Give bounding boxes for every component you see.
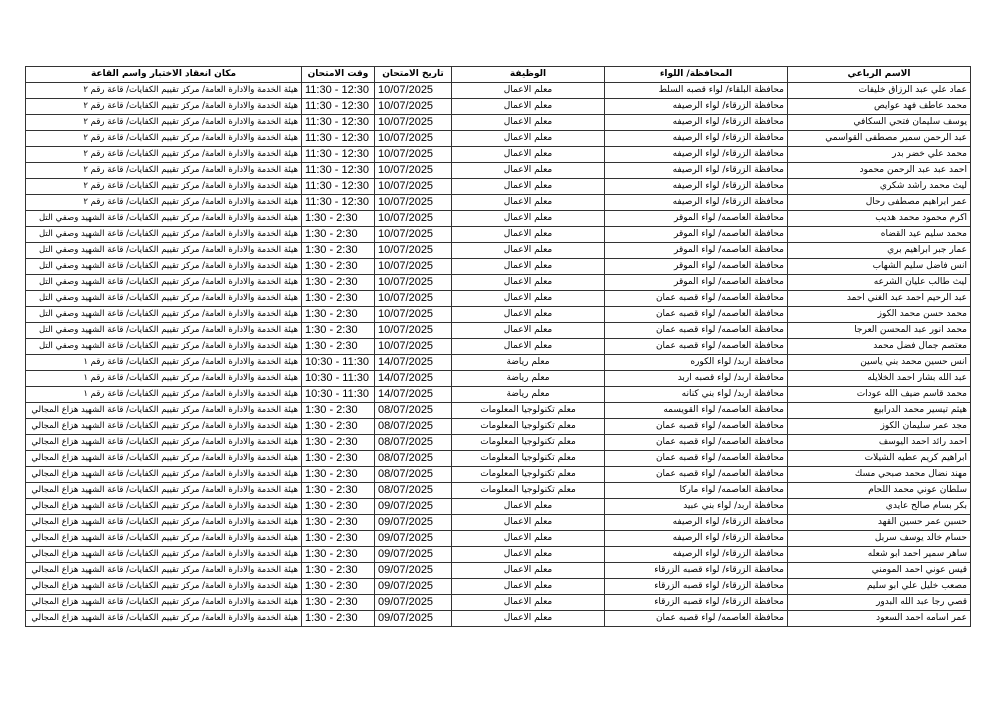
cell-governorate: محافظة العاصمه/ لواء ماركا: [605, 483, 788, 499]
cell-job: معلم الاعمال: [452, 179, 605, 195]
table-row: [26, 355, 971, 371]
cell-name: مجد عمر سليمان الكوز: [788, 419, 971, 435]
cell-governorate: محافظة الزرقاء/ لواء الرصيفه: [605, 99, 788, 115]
cell-exam-time: 1:30 - 2:30: [302, 323, 375, 339]
cell-exam-time: 10:30 - 11:30: [302, 355, 375, 371]
cell-job: معلم الاعمال: [452, 563, 605, 579]
cell-exam-time: 1:30 - 2:30: [302, 563, 375, 579]
cell-governorate: محافظة اربد/ لواء بني كنانه: [605, 387, 788, 403]
cell-exam-place: هيئة الخدمة والادارة العامة/ مركز تقييم الكفايات/ قاعة الشهيد وصفي التل: [26, 339, 302, 355]
table-body: [26, 83, 971, 627]
cell-exam-time: 1:30 - 2:30: [302, 451, 375, 467]
cell-exam-time: 11:30 - 12:30: [302, 163, 375, 179]
table-row: [26, 227, 971, 243]
table-row: [26, 323, 971, 339]
cell-exam-place: هيئة الخدمة والادارة العامة/ مركز تقييم الكفايات/ قاعة رقم ٢: [26, 163, 302, 179]
cell-exam-date: 09/07/2025: [375, 611, 452, 627]
cell-name: محمد انور عبد المحسن العرجا: [788, 323, 971, 339]
cell-exam-date: 10/07/2025: [375, 227, 452, 243]
cell-governorate: محافظة الزرقاء/ لواء قصبه الزرقاء: [605, 579, 788, 595]
cell-governorate: محافظة العاصمه/ لواء الموقر: [605, 227, 788, 243]
cell-name: عمار جبر ابراهيم بري: [788, 243, 971, 259]
cell-governorate: محافظة الزرقاء/ لواء الرصيفه: [605, 195, 788, 211]
cell-job: معلم الاعمال: [452, 595, 605, 611]
header-exam-place: مكان انعقاد الاختبار واسم القاعة: [26, 67, 302, 83]
cell-exam-place: هيئة الخدمة والادارة العامة/ مركز تقييم الكفايات/ قاعة الشهيد هزاع المجالي: [26, 403, 302, 419]
cell-governorate: محافظة العاصمه/ لواء قصبه عمان: [605, 419, 788, 435]
cell-governorate: محافظة العاصمه/ لواء الموقر: [605, 211, 788, 227]
table-row: [26, 163, 971, 179]
cell-exam-place: هيئة الخدمة والادارة العامة/ مركز تقييم الكفايات/ قاعة الشهيد وصفي التل: [26, 323, 302, 339]
table-row: [26, 483, 971, 499]
cell-name: محمد قاسم ضيف الله عودات: [788, 387, 971, 403]
cell-exam-time: 1:30 - 2:30: [302, 243, 375, 259]
table-row: [26, 131, 971, 147]
cell-job: معلم الاعمال: [452, 99, 605, 115]
cell-governorate: محافظة العاصمه/ لواء قصبه عمان: [605, 467, 788, 483]
table-row: [26, 99, 971, 115]
header-name: الاسم الرباعي: [788, 67, 971, 83]
cell-name: ساهر سمير احمد ابو شعله: [788, 547, 971, 563]
cell-name: ابراهيم كريم عطيه الشيلات: [788, 451, 971, 467]
cell-exam-date: 10/07/2025: [375, 339, 452, 355]
cell-name: محمد علي خضر بدر: [788, 147, 971, 163]
table-row: [26, 547, 971, 563]
cell-exam-place: هيئة الخدمة والادارة العامة/ مركز تقييم الكفايات/ قاعة رقم ١: [26, 371, 302, 387]
cell-job: معلم الاعمال: [452, 275, 605, 291]
cell-exam-date: 08/07/2025: [375, 483, 452, 499]
cell-exam-time: 10:30 - 11:30: [302, 371, 375, 387]
cell-exam-time: 1:30 - 2:30: [302, 531, 375, 547]
cell-exam-date: 09/07/2025: [375, 563, 452, 579]
cell-exam-time: 1:30 - 2:30: [302, 211, 375, 227]
cell-job: معلم تكنولوجيا المعلومات: [452, 419, 605, 435]
cell-exam-date: 10/07/2025: [375, 99, 452, 115]
table-row: [26, 275, 971, 291]
cell-exam-time: 1:30 - 2:30: [302, 339, 375, 355]
cell-exam-time: 1:30 - 2:30: [302, 611, 375, 627]
cell-governorate: محافظة العاصمه/ لواء قصبه عمان: [605, 611, 788, 627]
cell-job: معلم الاعمال: [452, 531, 605, 547]
cell-exam-time: 1:30 - 2:30: [302, 403, 375, 419]
cell-exam-place: هيئة الخدمة والادارة العامة/ مركز تقييم الكفايات/ قاعة رقم ١: [26, 355, 302, 371]
table-row: [26, 147, 971, 163]
cell-exam-date: 10/07/2025: [375, 243, 452, 259]
cell-job: معلم الاعمال: [452, 579, 605, 595]
cell-exam-date: 09/07/2025: [375, 515, 452, 531]
cell-job: معلم تكنولوجيا المعلومات: [452, 435, 605, 451]
cell-exam-place: هيئة الخدمة والادارة العامة/ مركز تقييم الكفايات/ قاعة الشهيد هزاع المجالي: [26, 467, 302, 483]
cell-exam-place: هيئة الخدمة والادارة العامة/ مركز تقييم الكفايات/ قاعة الشهيد هزاع المجالي: [26, 579, 302, 595]
table-row: [26, 595, 971, 611]
cell-exam-date: 10/07/2025: [375, 131, 452, 147]
cell-governorate: محافظة العاصمه/ لواء الموقر: [605, 275, 788, 291]
cell-exam-time: 1:30 - 2:30: [302, 483, 375, 499]
cell-governorate: محافظة اربد/ لواء بني عبيد: [605, 499, 788, 515]
cell-exam-date: 08/07/2025: [375, 419, 452, 435]
cell-exam-place: هيئة الخدمة والادارة العامة/ مركز تقييم الكفايات/ قاعة الشهيد وصفي التل: [26, 307, 302, 323]
cell-name: اكرم محمود محمد هديب: [788, 211, 971, 227]
cell-exam-date: 08/07/2025: [375, 467, 452, 483]
exam-schedule-sheet: [25, 66, 970, 627]
table-row: [26, 195, 971, 211]
cell-exam-date: 14/07/2025: [375, 371, 452, 387]
cell-exam-place: هيئة الخدمة والادارة العامة/ مركز تقييم الكفايات/ قاعة رقم ٢: [26, 195, 302, 211]
cell-exam-place: هيئة الخدمة والادارة العامة/ مركز تقييم الكفايات/ قاعة الشهيد وصفي التل: [26, 227, 302, 243]
table-row: [26, 403, 971, 419]
cell-exam-place: هيئة الخدمة والادارة العامة/ مركز تقييم الكفايات/ قاعة رقم ٢: [26, 99, 302, 115]
cell-exam-time: 11:30 - 12:30: [302, 147, 375, 163]
cell-name: عمر اسامه احمد السعود: [788, 611, 971, 627]
cell-job: معلم الاعمال: [452, 227, 605, 243]
cell-name: هيثم تيسير محمد الدرابيع: [788, 403, 971, 419]
cell-exam-time: 11:30 - 12:30: [302, 99, 375, 115]
cell-exam-place: هيئة الخدمة والادارة العامة/ مركز تقييم الكفايات/ قاعة الشهيد وصفي التل: [26, 259, 302, 275]
table-row: [26, 211, 971, 227]
cell-governorate: محافظة الزرقاء/ لواء الرصيفه: [605, 115, 788, 131]
cell-exam-time: 1:30 - 2:30: [302, 515, 375, 531]
cell-governorate: محافظة العاصمه/ لواء قصبه عمان: [605, 291, 788, 307]
cell-exam-date: 09/07/2025: [375, 547, 452, 563]
header-row: [26, 67, 971, 83]
cell-exam-time: 11:30 - 12:30: [302, 83, 375, 99]
cell-name: عبد الرحمن سمير مصطفى القواسمي: [788, 131, 971, 147]
table-row: [26, 259, 971, 275]
cell-exam-place: هيئة الخدمة والادارة العامة/ مركز تقييم الكفايات/ قاعة الشهيد هزاع المجالي: [26, 611, 302, 627]
cell-governorate: محافظة البلقاء/ لواء قصبه السلط: [605, 83, 788, 99]
cell-name: حسام خالد يوسف سربل: [788, 531, 971, 547]
cell-exam-date: 09/07/2025: [375, 579, 452, 595]
cell-exam-time: 1:30 - 2:30: [302, 499, 375, 515]
cell-name: محمد سليم عيد القضاه: [788, 227, 971, 243]
cell-governorate: محافظة الزرقاء/ لواء قصبه الزرقاء: [605, 563, 788, 579]
cell-job: معلم الاعمال: [452, 611, 605, 627]
cell-name: حسين عمر حسين القهد: [788, 515, 971, 531]
cell-job: معلم الاعمال: [452, 547, 605, 563]
cell-exam-place: هيئة الخدمة والادارة العامة/ مركز تقييم الكفايات/ قاعة رقم ٢: [26, 115, 302, 131]
cell-name: قيس عوني احمد المومني: [788, 563, 971, 579]
cell-exam-date: 10/07/2025: [375, 147, 452, 163]
cell-exam-time: 1:30 - 2:30: [302, 291, 375, 307]
cell-exam-place: هيئة الخدمة والادارة العامة/ مركز تقييم الكفايات/ قاعة الشهيد هزاع المجالي: [26, 435, 302, 451]
cell-name: ليث محمد راشد شكري: [788, 179, 971, 195]
cell-name: مهند نضال محمد صبحي مسك: [788, 467, 971, 483]
cell-exam-time: 11:30 - 12:30: [302, 131, 375, 147]
cell-governorate: محافظة الزرقاء/ لواء الرصيفه: [605, 131, 788, 147]
cell-name: انس فاضل سليم الشهاب: [788, 259, 971, 275]
cell-governorate: محافظة الزرقاء/ لواء قصبه الزرقاء: [605, 595, 788, 611]
cell-name: عماد علي عبد الرزاق خليفات: [788, 83, 971, 99]
cell-name: سلطان عوني محمد اللحام: [788, 483, 971, 499]
cell-exam-place: هيئة الخدمة والادارة العامة/ مركز تقييم الكفايات/ قاعة رقم ١: [26, 387, 302, 403]
table-row: [26, 83, 971, 99]
cell-exam-date: 10/07/2025: [375, 179, 452, 195]
cell-exam-date: 10/07/2025: [375, 195, 452, 211]
cell-governorate: محافظة العاصمه/ لواء قصبه عمان: [605, 323, 788, 339]
cell-governorate: محافظة العاصمه/ لواء قصبه عمان: [605, 339, 788, 355]
cell-exam-time: 1:30 - 2:30: [302, 307, 375, 323]
table-row: [26, 467, 971, 483]
cell-exam-date: 10/07/2025: [375, 259, 452, 275]
table-row: [26, 611, 971, 627]
cell-exam-time: 1:30 - 2:30: [302, 227, 375, 243]
cell-exam-date: 10/07/2025: [375, 115, 452, 131]
cell-job: معلم رياضة: [452, 371, 605, 387]
cell-job: معلم الاعمال: [452, 307, 605, 323]
cell-exam-time: 1:30 - 2:30: [302, 259, 375, 275]
table-row: [26, 435, 971, 451]
cell-exam-place: هيئة الخدمة والادارة العامة/ مركز تقييم الكفايات/ قاعة الشهيد هزاع المجالي: [26, 563, 302, 579]
cell-name: قصي رجا عبد الله البدور: [788, 595, 971, 611]
cell-job: معلم الاعمال: [452, 131, 605, 147]
cell-exam-date: 08/07/2025: [375, 435, 452, 451]
cell-exam-place: هيئة الخدمة والادارة العامة/ مركز تقييم الكفايات/ قاعة الشهيد وصفي التل: [26, 211, 302, 227]
cell-job: معلم تكنولوجيا المعلومات: [452, 467, 605, 483]
cell-job: معلم الاعمال: [452, 291, 605, 307]
cell-governorate: محافظة العاصمه/ لواء قصبه عمان: [605, 435, 788, 451]
cell-name: احمد عبد عبد الرحمن محمود: [788, 163, 971, 179]
cell-exam-time: 1:30 - 2:30: [302, 419, 375, 435]
cell-governorate: محافظة الزرقاء/ لواء الرصيفه: [605, 531, 788, 547]
table-row: [26, 339, 971, 355]
cell-job: معلم تكنولوجيا المعلومات: [452, 403, 605, 419]
cell-exam-date: 10/07/2025: [375, 211, 452, 227]
cell-exam-place: هيئة الخدمة والادارة العامة/ مركز تقييم الكفايات/ قاعة الشهيد وصفي التل: [26, 291, 302, 307]
cell-governorate: محافظة العاصمه/ لواء الموقر: [605, 259, 788, 275]
cell-exam-date: 10/07/2025: [375, 275, 452, 291]
cell-name: مصعب خليل علي ابو سليم: [788, 579, 971, 595]
cell-governorate: محافظة العاصمه/ لواء الموقر: [605, 243, 788, 259]
cell-exam-place: هيئة الخدمة والادارة العامة/ مركز تقييم الكفايات/ قاعة الشهيد هزاع المجالي: [26, 595, 302, 611]
cell-governorate: محافظة اربد/ لواء قصبه اربد: [605, 371, 788, 387]
cell-job: معلم الاعمال: [452, 339, 605, 355]
cell-job: معلم الاعمال: [452, 83, 605, 99]
cell-governorate: محافظة العاصمه/ لواء قصبه عمان: [605, 451, 788, 467]
cell-job: معلم الاعمال: [452, 323, 605, 339]
table-row: [26, 387, 971, 403]
cell-job: معلم تكنولوجيا المعلومات: [452, 483, 605, 499]
header-exam-time: وقت الامتحان: [302, 67, 375, 83]
cell-exam-place: هيئة الخدمة والادارة العامة/ مركز تقييم الكفايات/ قاعة الشهيد هزاع المجالي: [26, 419, 302, 435]
cell-exam-place: هيئة الخدمة والادارة العامة/ مركز تقييم الكفايات/ قاعة رقم ٢: [26, 147, 302, 163]
cell-name: معتصم جمال فضل محمد: [788, 339, 971, 355]
cell-governorate: محافظة الزرقاء/ لواء الرصيفه: [605, 515, 788, 531]
cell-exam-time: 11:30 - 12:30: [302, 115, 375, 131]
cell-exam-date: 09/07/2025: [375, 531, 452, 547]
cell-exam-place: هيئة الخدمة والادارة العامة/ مركز تقييم الكفايات/ قاعة رقم ٢: [26, 131, 302, 147]
cell-exam-date: 09/07/2025: [375, 499, 452, 515]
exam-schedule-table: [25, 66, 971, 627]
table-row: [26, 419, 971, 435]
table-row: [26, 563, 971, 579]
cell-job: معلم الاعمال: [452, 147, 605, 163]
cell-job: معلم الاعمال: [452, 259, 605, 275]
cell-governorate: محافظة العاصمه/ لواء القويسمه: [605, 403, 788, 419]
cell-job: معلم الاعمال: [452, 243, 605, 259]
cell-name: انس حسين محمد بني ياسين: [788, 355, 971, 371]
cell-exam-date: 08/07/2025: [375, 451, 452, 467]
cell-job: معلم الاعمال: [452, 115, 605, 131]
cell-exam-place: هيئة الخدمة والادارة العامة/ مركز تقييم الكفايات/ قاعة الشهيد وصفي التل: [26, 275, 302, 291]
cell-governorate: محافظة الزرقاء/ لواء الرصيفه: [605, 179, 788, 195]
cell-governorate: محافظة الزرقاء/ لواء الرصيفه: [605, 147, 788, 163]
cell-exam-date: 10/07/2025: [375, 163, 452, 179]
cell-exam-place: هيئة الخدمة والادارة العامة/ مركز تقييم الكفايات/ قاعة الشهيد هزاع المجالي: [26, 531, 302, 547]
table-row: [26, 243, 971, 259]
cell-name: بكر بسام صالح عايدي: [788, 499, 971, 515]
table-row: [26, 515, 971, 531]
cell-exam-date: 14/07/2025: [375, 387, 452, 403]
cell-name: محمد حسن محمد الكوز: [788, 307, 971, 323]
table-row: [26, 579, 971, 595]
header-governorate: المحافظة/ اللواء: [605, 67, 788, 83]
cell-job: معلم الاعمال: [452, 499, 605, 515]
cell-exam-time: 11:30 - 12:30: [302, 179, 375, 195]
cell-exam-date: 10/07/2025: [375, 83, 452, 99]
cell-exam-date: 08/07/2025: [375, 403, 452, 419]
table-row: [26, 499, 971, 515]
cell-governorate: محافظة الزرقاء/ لواء الرصيفه: [605, 163, 788, 179]
cell-job: معلم الاعمال: [452, 211, 605, 227]
cell-governorate: محافظة الزرقاء/ لواء الرصيفه: [605, 547, 788, 563]
cell-job: معلم رياضة: [452, 355, 605, 371]
table-row: [26, 531, 971, 547]
cell-name: ليث طالب عليان الشرعه: [788, 275, 971, 291]
cell-exam-time: 1:30 - 2:30: [302, 275, 375, 291]
cell-job: معلم تكنولوجيا المعلومات: [452, 451, 605, 467]
cell-exam-place: هيئة الخدمة والادارة العامة/ مركز تقييم الكفايات/ قاعة رقم ٢: [26, 83, 302, 99]
cell-exam-place: هيئة الخدمة والادارة العامة/ مركز تقييم الكفايات/ قاعة الشهيد هزاع المجالي: [26, 483, 302, 499]
cell-exam-time: 1:30 - 2:30: [302, 435, 375, 451]
cell-name: عبد الرحيم احمد عبد الغني احمد: [788, 291, 971, 307]
cell-job: معلم الاعمال: [452, 163, 605, 179]
cell-governorate: محافظة العاصمه/ لواء قصبه عمان: [605, 307, 788, 323]
table-row: [26, 371, 971, 387]
header-job: الوظيفة: [452, 67, 605, 83]
cell-exam-place: هيئة الخدمة والادارة العامة/ مركز تقييم الكفايات/ قاعة رقم ٢: [26, 179, 302, 195]
cell-name: محمد عاطف فهد عوايص: [788, 99, 971, 115]
cell-exam-time: 11:30 - 12:30: [302, 195, 375, 211]
cell-exam-date: 09/07/2025: [375, 595, 452, 611]
table-row: [26, 179, 971, 195]
cell-job: معلم الاعمال: [452, 195, 605, 211]
cell-governorate: محافظة اربد/ لواء الكوره: [605, 355, 788, 371]
cell-exam-place: هيئة الخدمة والادارة العامة/ مركز تقييم الكفايات/ قاعة الشهيد هزاع المجالي: [26, 499, 302, 515]
cell-name: يوسف سليمان فتحي السكافي: [788, 115, 971, 131]
cell-exam-time: 1:30 - 2:30: [302, 595, 375, 611]
cell-exam-place: هيئة الخدمة والادارة العامة/ مركز تقييم الكفايات/ قاعة الشهيد هزاع المجالي: [26, 547, 302, 563]
cell-exam-time: 1:30 - 2:30: [302, 547, 375, 563]
cell-name: عمر ابراهيم مصطفى رحال: [788, 195, 971, 211]
cell-job: معلم رياضة: [452, 387, 605, 403]
cell-exam-time: 1:30 - 2:30: [302, 579, 375, 595]
cell-exam-date: 10/07/2025: [375, 307, 452, 323]
cell-exam-place: هيئة الخدمة والادارة العامة/ مركز تقييم الكفايات/ قاعة الشهيد وصفي التل: [26, 243, 302, 259]
cell-exam-time: 10:30 - 11:30: [302, 387, 375, 403]
cell-exam-place: هيئة الخدمة والادارة العامة/ مركز تقييم الكفايات/ قاعة الشهيد هزاع المجالي: [26, 515, 302, 531]
cell-exam-date: 10/07/2025: [375, 291, 452, 307]
cell-exam-place: هيئة الخدمة والادارة العامة/ مركز تقييم الكفايات/ قاعة الشهيد هزاع المجالي: [26, 451, 302, 467]
cell-name: عبد الله بشار احمد الخلايله: [788, 371, 971, 387]
cell-exam-date: 10/07/2025: [375, 323, 452, 339]
table-row: [26, 291, 971, 307]
cell-exam-date: 14/07/2025: [375, 355, 452, 371]
cell-exam-time: 1:30 - 2:30: [302, 467, 375, 483]
table-row: [26, 115, 971, 131]
cell-job: معلم الاعمال: [452, 515, 605, 531]
table-row: [26, 307, 971, 323]
cell-name: احمد رائد احمد اليوسف: [788, 435, 971, 451]
header-exam-date: تاريخ الامتحان: [375, 67, 452, 83]
table-row: [26, 451, 971, 467]
